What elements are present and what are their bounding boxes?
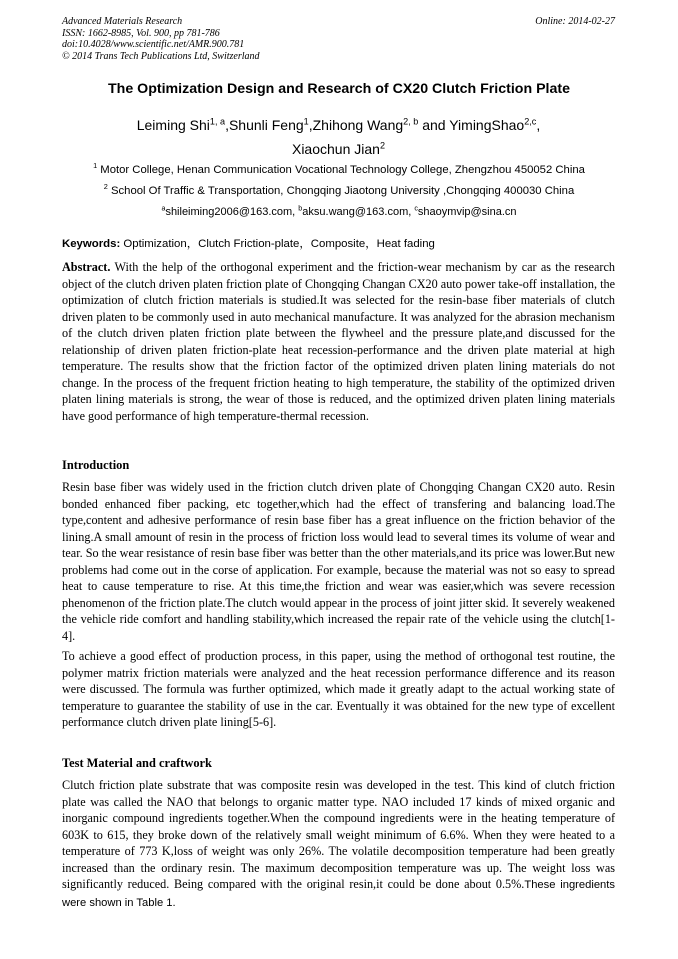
introduction-paragraph-2: To achieve a good effect of production process, in this paper, using the method of orthogonal test routine, the polymer matrix friction materials were analyzed and the heat recession performance difference and its reason were discussed. The formula was further optimized, which made it greatly adapt to the actual working state of temperature to guarantee the stability of use in the car. Eventually it was obtained for the new type of excellent performance clutch driven plate lining[5-6]. [62,649,615,730]
author-name: Xiaochun Jian [291,141,380,157]
affiliation-number: 1 [93,161,98,171]
introduction-paragraph-1: Resin base fiber was widely used in the friction clutch driven plate of Chongqing Changan CX20 auto. Resin bonded enhanced fiber packing, etc together,which had the effect of transfering and balancing load.The type,content and adhesive performance of resin base fiber has a great influence on the friction behavior of the lining.A small amount of resin in the process of friction loss would lead to several times its volume of wear and tear. So the wear resistance of resin base fiber was better than the other materials,and its price was lower.But new problems had come out in the corse of application. For example, because the material was not so easy to spread heat to cause temperature to rise. At this time,the friction and wear was easier,which was severe recession phenomenon of the friction plate.The clutch would appear in the process of joint jitter skid. It severely weakened the vehicle ride comfort and handling stability,which increased the repair rate of the vehicle using the clutch[1-4]. [62,480,615,643]
email-link[interactable]: shaoymvip@sina.cn [417,206,517,218]
journal-name: Advanced Materials Research [62,16,183,27]
journal-issn: ISSN: 1662-8985, Vol. 900, pp 781-786 [62,27,220,39]
journal-doi: doi:10.4028/www.scientific.net/AMR.900.781 [62,39,245,51]
author-emails [0,206,678,218]
author-affiliation-mark: 1 [303,116,309,127]
email-mark: c [414,204,418,213]
abstract-text: With the help of the orthogonal experiment and the friction-wear mechanism by car as the research object of the clutch driven platen friction plate of Chongqing Changan CX20 auto power take-off installation, the optimization of clutch friction materials is studied.It was selected for the resin-base fiber materials of clutch driven platen to be commonly used in auto mechanical manufacture. It was analyzed for the abrasion mechanism of the clutch driven platen friction plate between the flywheel and the pressure plate,and discussed for the relationship of driven platen friction-plate heat recession-performance and the driven plate material at high temperature. The results show that the friction factor of the optimized driven platen lining materials do not change. In the process of the frequent friction heating to high temperature, the stability of the optimized driven platen lining materials is strong, the wear of those is reduced, and the optimized driven platen lining materials have good performance of high temperature-thermal recession. [62,260,615,423]
author-name: Leiming Shi [136,117,210,133]
table-reference-text: These ingredients were shown in Table 1. [62,879,615,909]
keywords [62,235,615,251]
keywords-text: Optimization，Clutch Friction-plate，Composite，Heat fading [120,238,435,250]
journal-header [62,16,615,62]
paper-title: The Optimization Design and Research of CX20 Clutch Friction Plate [108,81,570,97]
abstract [62,259,615,424]
affiliation-text: Motor College, Henan Communication Vocational Technology College, Zhengzhou 450052 China [97,164,585,176]
author-separator: , [308,117,313,133]
author-separator: , [225,117,229,133]
author-separator: and [418,117,450,133]
online-date: Online: 2014-02-27 [535,16,615,27]
affiliation-text: School Of Traffic & Transportation, Chongqing Jiaotong University ,Chongqing 400030 China [107,185,575,197]
author-list [62,113,615,161]
section-heading-test-material: Test Material and craftwork [62,756,212,770]
affiliation-2 [40,182,638,197]
abstract-label: Abstract. [62,260,111,274]
journal-copyright: © 2014 Trans Tech Publications Ltd, Switzerland [62,50,260,62]
author-affiliation-mark: 2, b [403,116,419,127]
keywords-label: Keywords: [62,238,121,250]
author-affiliation-mark: 2 [379,140,385,151]
affiliation-number: 2 [103,182,108,192]
affiliation-1 [40,161,638,176]
author-separator: , [536,117,541,133]
section-heading-introduction: Introduction [62,458,130,472]
test-material-text: Clutch friction plate substrate that was composite resin was developed in the test. This kind of clutch friction plate was called the NAO that belongs to organic matter type. NAO included 17 kinds of mixed organic and inorganic compound ingredients together.When the compound ingredients were in the heating temperature of 603K to 615, they broke down of the relatively small weight minimum of 6.6%. When they were heated to a temperature of 773 K,loss of weight was only 26%. The volatile decomposition temperature had been greatly increased than the ordinary resin. The maximum decomposition temperature was up. The weight loss was significantly reduced. Being compared with the original resin,it could be done about 0.5%. [62,778,615,892]
email-link[interactable]: shileiming2006@163.com, [165,206,299,218]
email-mark: b [298,204,303,213]
email-link[interactable]: aksu.wang@163.com, [302,206,415,218]
author-name: Zhihong Wang [312,117,404,133]
author-affiliation-mark: 2,c [524,116,537,127]
author-name: YimingShao [449,117,525,133]
email-mark: a [161,204,166,213]
test-material-paragraph [62,777,615,911]
author-name: Shunli Feng [228,117,304,133]
author-affiliation-mark: 1, a [209,116,226,127]
